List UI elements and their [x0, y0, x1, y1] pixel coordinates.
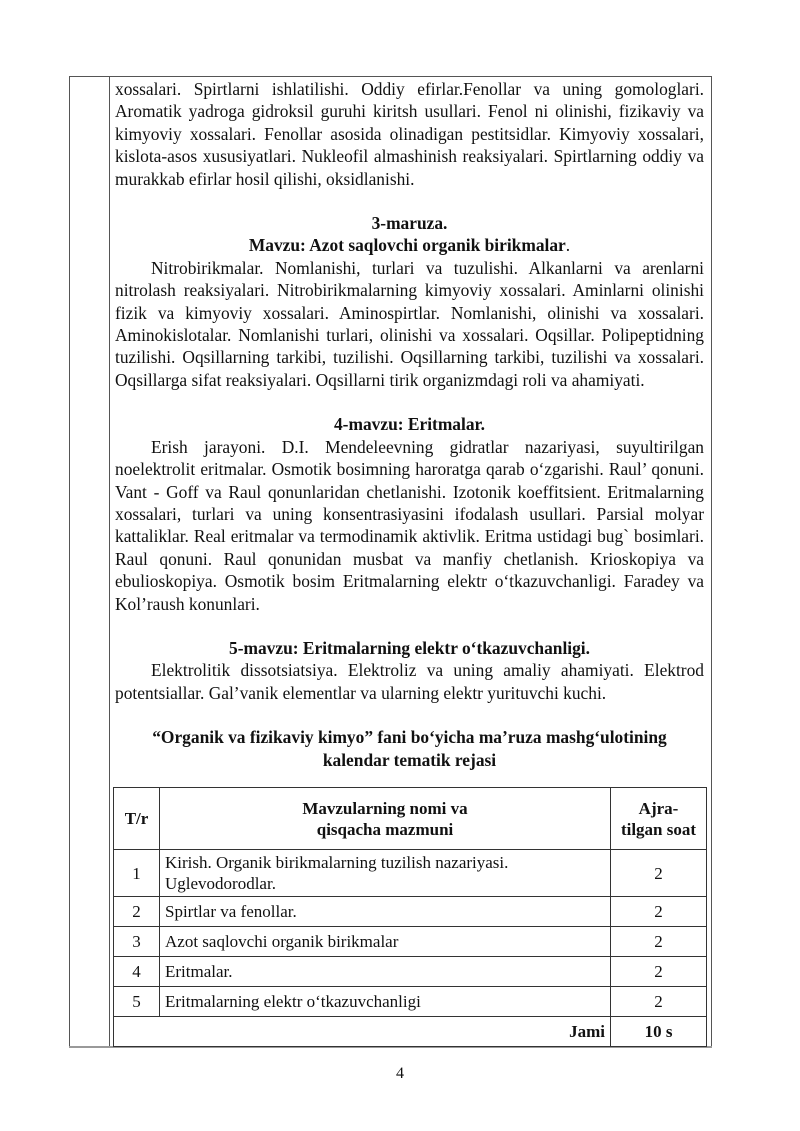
row-number: 5	[114, 987, 160, 1017]
lecture3-subheading-tail: .	[565, 235, 571, 256]
row-number: 1	[114, 850, 160, 897]
table-row	[114, 957, 707, 987]
table-row	[114, 927, 707, 957]
plan-title: “Organik va fizikaviy kimyo” fani bo‘yicha ma’ruza mashg‘ulotining kalendar tematik rejasi	[152, 727, 667, 770]
total-value: 10 s	[611, 1017, 707, 1047]
header-hours-line2: tilgan soat	[620, 819, 697, 839]
header-topic	[160, 788, 611, 850]
row-topic: Azot saqlovchi organik birikmalar	[160, 927, 611, 957]
header-hours-line1: Ajra-	[638, 798, 679, 818]
row-hours: 2	[611, 957, 707, 987]
lecture4-heading: 4-mavzu: Eritmalar.	[333, 414, 485, 435]
table-row	[114, 897, 707, 927]
table-total-row	[114, 1017, 707, 1047]
lecture3-heading: 3-maruza.	[371, 213, 448, 234]
lecture3-subheading-text: Mavzu: Azot saqlovchi organik birikmalar	[248, 235, 566, 256]
header-number: T/r	[114, 788, 160, 850]
lecture3-body: Nitrobirikmalar. Nomlanishi, turlari va tuzulishi. Alkanlarni va arenlarni nitrolash reaksiyalari. Nitrobirikmalarning kimyoviy xossalari. Aminlarni olinishi fizik va kimyoviy xossalari. Aminospirtlar. Nomlanishi, olinishi va xossalari. Aminokislotalar. Nomlanishi turlari, olinishi va xossalari. Oqsillar. Polipeptidning tuzilishi. Oqsillarning tarkibi, tuzilishi. Oqsillarning tarkibi, tuzilishi va xossalari. Oqsillarga sifat reaksiyalari. Oqsillarni tirik organizmdagi roli va ahamiyati.	[115, 257, 704, 390]
frame-left-column	[69, 76, 110, 1048]
header-topic-line2: qisqacha mazmuni	[316, 819, 454, 839]
row-number: 2	[114, 897, 160, 927]
row-hours: 2	[611, 927, 707, 957]
lecture5-heading: 5-mavzu: Eritmalarning elektr o‘tkazuvchanligi.	[229, 637, 590, 658]
lecture3-subheading	[115, 234, 704, 256]
page-number: 4	[396, 1065, 404, 1082]
row-number: 4	[114, 957, 160, 987]
row-topic: Spirtlar va fenollar.	[160, 897, 611, 927]
table-header-row	[114, 788, 707, 850]
document-body	[115, 78, 704, 771]
row-topic: Eritmalarning elektr o‘tkazuvchanligi	[160, 987, 611, 1017]
lecture5-body: Elektrolitik dissotsiatsiya. Elektroliz va uning amaliy ahamiyati. Elektrod potentsiallar. Gal’vanik elementlar va ularning elektr yurituvchi kuchi.	[115, 660, 704, 703]
row-topic: Kirish. Organik birikmalarning tuzilish nazariyasi. Uglevodorodlar.	[160, 850, 611, 897]
header-topic-line1: Mavzularning nomi va	[302, 798, 468, 818]
calendar-plan-table	[113, 787, 707, 1047]
row-hours: 2	[611, 897, 707, 927]
total-label: Jami	[114, 1017, 611, 1047]
header-hours	[611, 788, 707, 850]
row-topic: Eritmalar.	[160, 957, 611, 987]
row-hours: 2	[611, 850, 707, 897]
row-hours: 2	[611, 987, 707, 1017]
table-row	[114, 850, 707, 897]
lecture4-body: Erish jarayoni. D.I. Mendeleevning gidratlar nazariyasi, suyultirilgan noelektrolit eritmalar. Osmotik bosimning haroratga qarab o‘zgarishi. Raul’ qonuni. Vant - Goff va Raul qonunlaridan chetlanishi. Izotonik koeffitsient. Eritmalarning xossalari, turlari va uning konsentrasiyasini ifodalash usullari. Parsial molyar kattaliklar. Real eritmalar va termodinamik aktivlik. Eritma ustidagi bug` bosimlari. Raul qonuni. Raul qonunidan musbat va manfiy chetlanish. Krioskopiya va ebulioskopiya. Osmotik bosim Eritmalarning elektr o‘tkazuvchanligi. Faradey va Kol’raush konunlari.	[115, 436, 704, 614]
row-number: 3	[114, 927, 160, 957]
table-row	[114, 987, 707, 1017]
intro-paragraph: xossalari. Spirtlarni ishlatilishi. Oddiy efirlar.Fenollar va uning gomologlari. Aromatik yadroga gidroksil guruhi kiritsh usullari. Fenol ni olinishi, fizikaviy va kimyoviy xossalari. Fenollar asosida olinadigan pestitsidlar. Kimyoviy xossalari, kislota-asos xususiyatlari. Nukleofil almashinish reaksiyalari. Spirtlarning oddiy va murakkab efirlar hosil qilishi, oksidlanishi.	[115, 79, 704, 189]
